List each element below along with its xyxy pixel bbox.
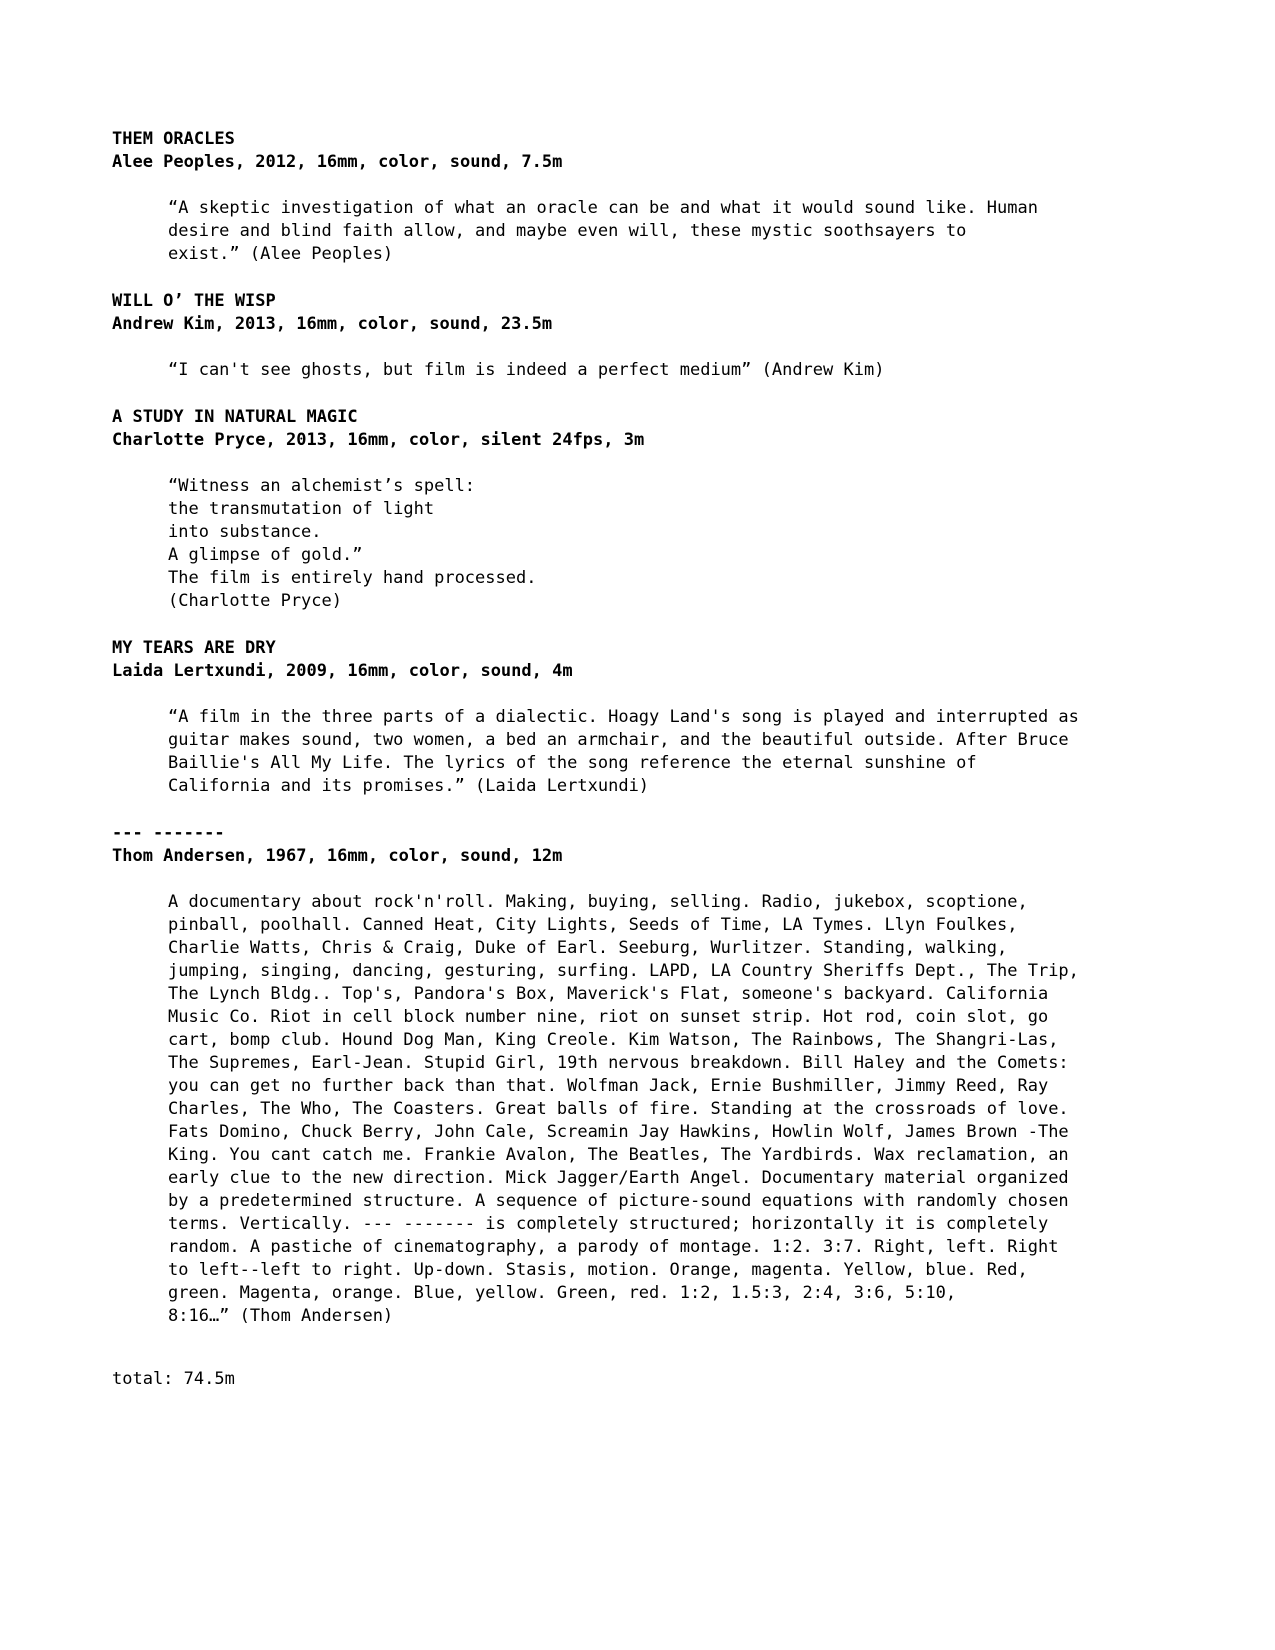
film-entry-them-oracles — [112, 128, 1192, 266]
film-title: WILL O’ THE WISP — [112, 291, 276, 311]
film-entry-a-study-in-natural-magic — [112, 406, 1192, 613]
film-entry-my-tears-are-dry — [112, 637, 1192, 798]
film-description: “A film in the three parts of a dialectic. Hoagy Land's song is played and interrupted as guitar makes sound, two women, a bed an armchair, and the beautiful outside. After Bruce Baillie's All My Life. The lyrics of the song reference the eternal sunshine of California and its promises.” (Laida Lertxundi) — [168, 707, 1079, 796]
film-title: MY TEARS ARE DRY — [112, 638, 276, 658]
film-description: “Witness an alchemist’s spell: the transmutation of light into substance. A glimpse of gold.” The film is entirely hand processed. (Charlotte Pryce) — [168, 476, 537, 611]
film-description: “I can't see ghosts, but film is indeed a perfect medium” (Andrew Kim) — [168, 360, 885, 380]
program-document — [112, 128, 1192, 1391]
film-title: THEM ORACLES — [112, 129, 235, 149]
film-credits: Thom Andersen, 1967, 16mm, color, sound, 12m — [112, 846, 563, 866]
film-credits: Andrew Kim, 2013, 16mm, color, sound, 23.5m — [112, 314, 553, 334]
film-description: A documentary about rock'n'roll. Making, buying, selling. Radio, jukebox, scoptione, pinball, poolhall. Canned Heat, City Lights, Seeds of Time, LA Tymes. Llyn Foulkes, Charlie Watts, Chris & Craig, Duke of Earl. Seeburg, Wurlitzer. Standing, walking, jumping, singing, dancing, gesturing, surfing. LAPD, LA Country Sheriffs Dept., The Trip, The Lynch Bldg.. Top's, Pandora's Box, Maverick's Flat, someone's backyard. California Music Co. Riot in cell block number nine, riot on sunset strip. Hot rod, coin slot, go cart, bomp club. Hound Dog Man, King Creole. Kim Watson, The Rainbows, The Shangri-Las, The Supremes, Earl-Jean. Stupid Girl, 19th nervous breakdown. Bill Haley and the Comets: you can get no further back than that. Wolfman Jack, Ernie Bushmiller, Jimmy Reed, Ray Charles, The Who, The Coasters. Great balls of fire. Standing at the crossroads of love. Fats Domino, Chuck Berry, John Cale, Screamin Jay Hawkins, Howlin Wolf, James Brown -The King. You cant catch me. Frankie Avalon, The Beatles, The Yardbirds. Wax reclamation, an early clue to the new direction. Mick Jagger/Earth Angel. Documentary material organized by a predetermined structure. A sequence of picture-sound equations with randomly chosen terms. Vertically. --- ------- is completely structured; horizontally it is completely random. A pastiche of cinematography, a parody of montage. 1:2. 3:7. Right, left. Right to left--left to right. Up-down. Stasis, motion. Orange, magenta. Yellow, blue. Red, green. Magenta, orange. Blue, yellow. Green, red. 1:2, 1.5:3, 2:4, 3:6, 5:10, 8:16…” (Thom Andersen) — [168, 892, 1079, 1326]
film-entry-thom-andersen — [112, 822, 1192, 1328]
total-runtime: total: 74.5m — [112, 1369, 235, 1389]
film-description: “A skeptic investigation of what an oracle can be and what it would sound like. Human desire and blind faith allow, and maybe even will, these mystic soothsayers to exist.” (Alee Peoples) — [168, 198, 1038, 264]
film-title: --- ------- — [112, 823, 225, 843]
film-credits: Alee Peoples, 2012, 16mm, color, sound, 7.5m — [112, 152, 563, 172]
film-credits: Laida Lertxundi, 2009, 16mm, color, sound, 4m — [112, 661, 573, 681]
film-credits: Charlotte Pryce, 2013, 16mm, color, silent 24fps, 3m — [112, 430, 645, 450]
film-entry-will-o-the-wisp — [112, 290, 1192, 382]
film-title: A STUDY IN NATURAL MAGIC — [112, 407, 358, 427]
